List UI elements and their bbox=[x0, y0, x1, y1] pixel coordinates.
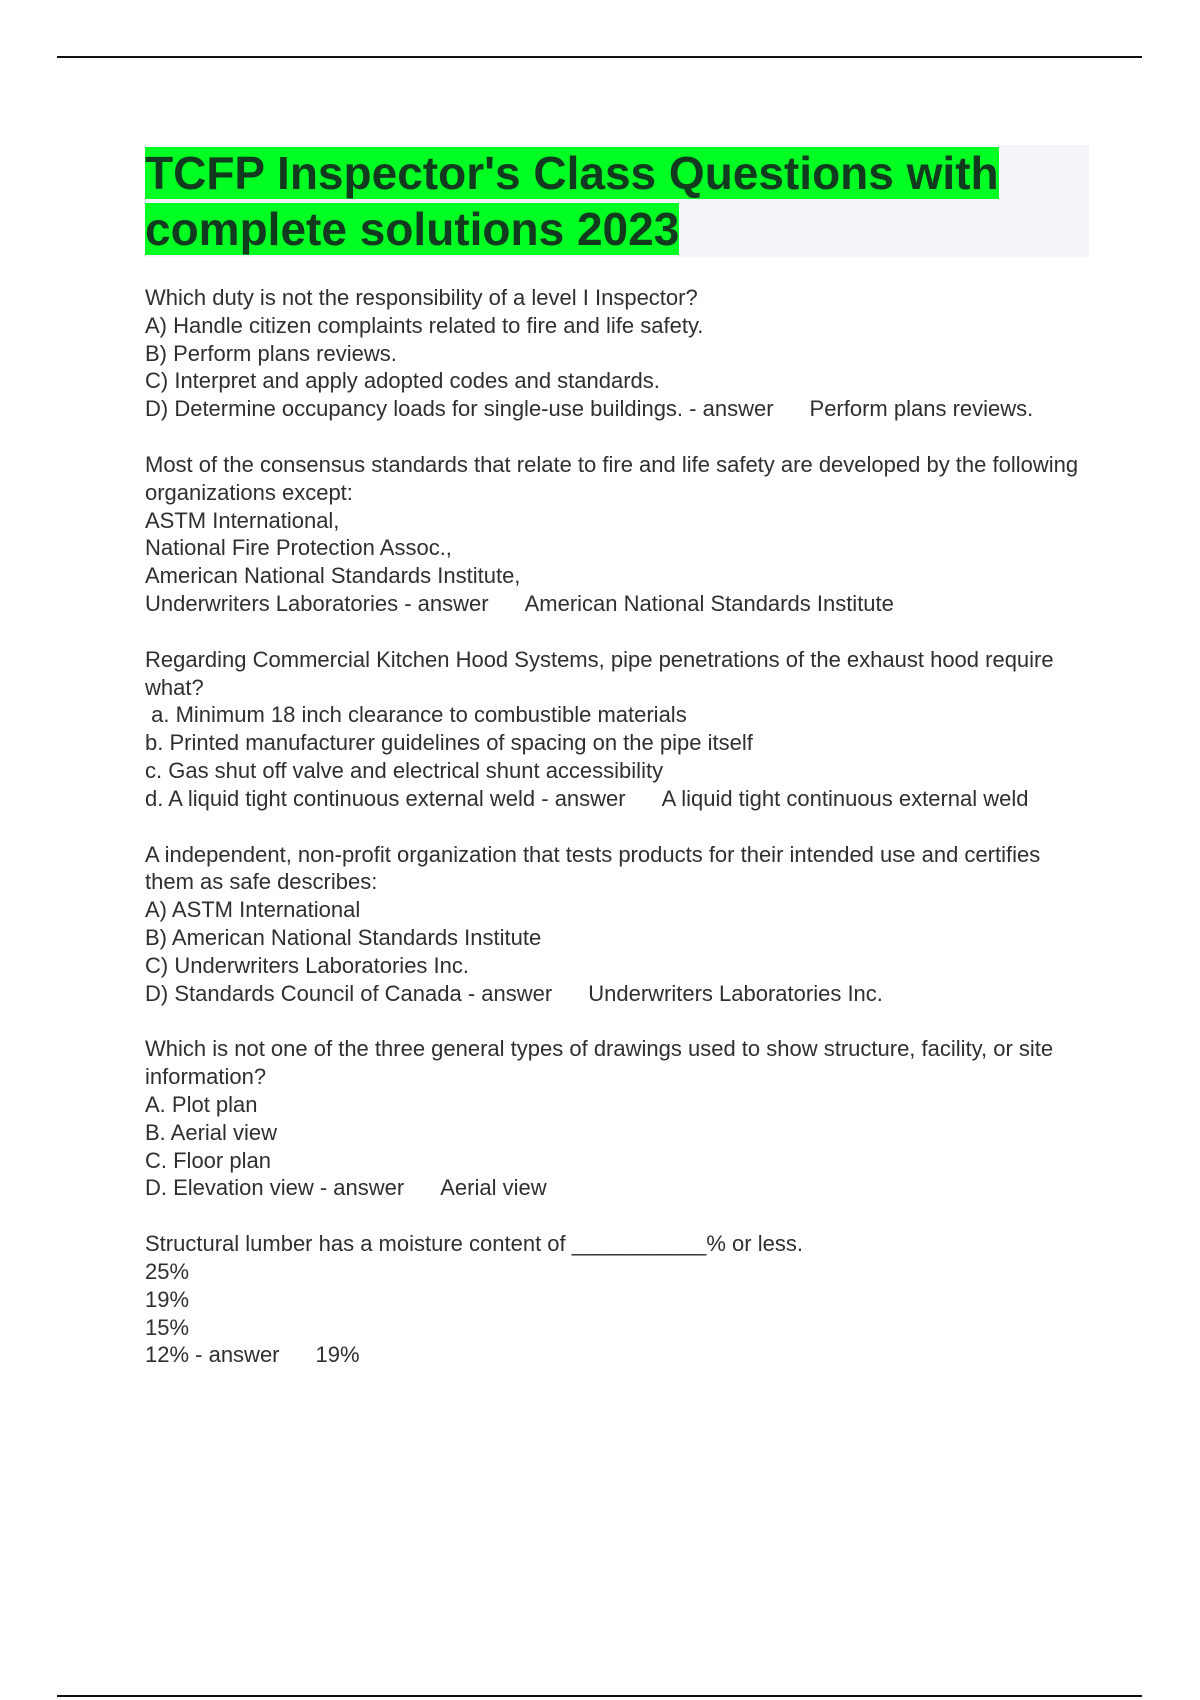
option: D. Elevation view - answer bbox=[145, 1175, 405, 1201]
option: C. Floor plan bbox=[145, 1147, 271, 1173]
option: a. Minimum 18 inch clearance to combustible materials bbox=[145, 702, 687, 728]
answer-line bbox=[145, 590, 1080, 618]
option: American National Standards Institute, bbox=[145, 563, 521, 589]
answer-text: Perform plans reviews. bbox=[809, 396, 1034, 422]
answer-line bbox=[145, 785, 1080, 813]
question-text: Which duty is not the responsibility of a level I Inspector? bbox=[145, 285, 698, 310]
question-block bbox=[145, 284, 1080, 423]
document-title bbox=[145, 145, 1089, 257]
title-line-2: complete solutions 2023 bbox=[145, 203, 680, 255]
answer-line bbox=[145, 395, 1080, 423]
header-rule bbox=[57, 56, 1142, 58]
footer-rule bbox=[57, 1695, 1142, 1697]
option: 25% bbox=[145, 1258, 190, 1284]
option: Underwriters Laboratories - answer bbox=[145, 590, 489, 616]
option: 19% bbox=[145, 1286, 190, 1312]
option: A) ASTM International bbox=[145, 897, 361, 923]
question-block bbox=[145, 1035, 1080, 1202]
option: D) Determine occupancy loads for single-use buildings. - answer bbox=[145, 396, 774, 422]
answer-text: Underwriters Laboratories Inc. bbox=[588, 980, 883, 1006]
question-block bbox=[145, 646, 1080, 813]
answer-text: A liquid tight continuous external weld bbox=[661, 785, 1029, 811]
option: B) American National Standards Institute bbox=[145, 924, 542, 950]
question-block bbox=[145, 451, 1085, 618]
answer-text: Aerial view bbox=[440, 1175, 547, 1201]
answer-text: American National Standards Institute bbox=[524, 590, 894, 616]
option: 15% bbox=[145, 1314, 190, 1340]
question-text: Regarding Commercial Kitchen Hood Systems, pipe penetrations of the exhaust hood require what? bbox=[145, 646, 1060, 700]
title-box bbox=[145, 145, 1089, 257]
question-text: A independent, non-profit organization that tests products for their intended use and certifies them as safe describes: bbox=[145, 841, 1047, 895]
option: A) Handle citizen complaints related to fire and life safety. bbox=[145, 312, 704, 338]
option: ASTM International, bbox=[145, 507, 340, 533]
option: C) Interpret and apply adopted codes and standards. bbox=[145, 368, 660, 394]
question-list bbox=[145, 284, 1085, 1397]
option: B. Aerial view bbox=[145, 1119, 278, 1145]
option: c. Gas shut off valve and electrical shunt accessibility bbox=[145, 757, 664, 783]
option: D) Standards Council of Canada - answer bbox=[145, 980, 553, 1006]
answer-line bbox=[145, 1174, 1080, 1202]
option: B) Perform plans reviews. bbox=[145, 340, 397, 366]
option: C) Underwriters Laboratories Inc. bbox=[145, 952, 470, 978]
question-text: Structural lumber has a moisture content of ___________% or less. bbox=[145, 1231, 803, 1257]
answer-line bbox=[145, 1341, 1080, 1369]
option: A. Plot plan bbox=[145, 1091, 258, 1117]
answer-text: 19% bbox=[315, 1342, 360, 1368]
option: b. Printed manufacturer guidelines of spacing on the pipe itself bbox=[145, 730, 753, 756]
question-text: Most of the consensus standards that relate to fire and life safety are developed by the following organizations except: bbox=[145, 451, 1085, 505]
option: d. A liquid tight continuous external weld - answer bbox=[145, 785, 626, 811]
question-block bbox=[145, 1230, 1080, 1369]
option: 12% - answer bbox=[145, 1342, 280, 1368]
option: National Fire Protection Assoc., bbox=[145, 535, 452, 561]
title-line-1: TCFP Inspector's Class Questions with bbox=[145, 147, 999, 199]
question-text: Which is not one of the three general types of drawings used to show structure, facility, or site information? bbox=[145, 1036, 1060, 1090]
question-block bbox=[145, 841, 1080, 1008]
answer-line bbox=[145, 980, 1080, 1008]
